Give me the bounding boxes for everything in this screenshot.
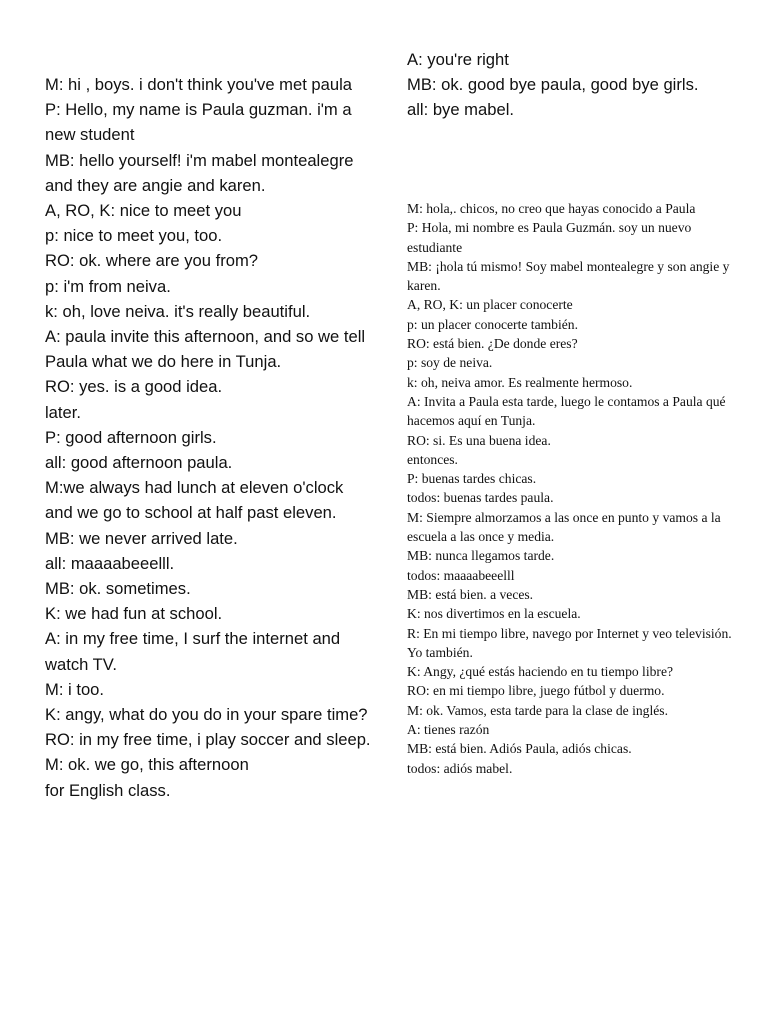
dialogue-line: for English class. bbox=[45, 780, 171, 800]
dialogue-line: RO: in my free time, i play soccer and sleep. bbox=[45, 730, 371, 750]
translation-line: K: nos divertimos en la escuela. bbox=[407, 606, 581, 622]
translation-line: RO: está bien. ¿De donde eres? bbox=[407, 336, 578, 352]
dialogue-line: A: paula invite this afternoon, and so we tell Paula what we do here in Tunja. bbox=[45, 327, 366, 372]
translation-line: k: oh, neiva amor. Es realmente hermoso. bbox=[407, 374, 633, 390]
translation-line: RO: en mi tiempo libre, juego fútbol y duermo. bbox=[407, 683, 665, 699]
translation-line: MB: está bien. a veces. bbox=[407, 586, 534, 602]
dialogue-line: M: i too. bbox=[45, 679, 105, 699]
translation-line: Yo también. bbox=[407, 644, 473, 660]
dialogue-line: all: maaaabeeelll. bbox=[45, 553, 175, 573]
dialogue-line: A, RO, K: nice to meet you bbox=[45, 201, 242, 221]
translation-line: P: buenas tardes chicas. bbox=[407, 471, 537, 487]
translation-line: todos: buenas tardes paula. bbox=[407, 490, 554, 506]
translation-line: RO: si. Es una buena idea. bbox=[407, 432, 551, 448]
dialogue-line: all: good afternoon paula. bbox=[45, 453, 233, 473]
dialogue-line: A: in my free time, I surf the internet and watch TV. bbox=[45, 629, 341, 674]
translation-line: A: Invita a Paula esta tarde, luego le contamos a Paula qué hacemos aquí en Tunja. bbox=[407, 393, 726, 429]
dialogue-line: A: you're right bbox=[407, 50, 509, 69]
translation-line: MB: está bien. Adiós Paula, adiós chicas. bbox=[407, 741, 632, 757]
dialogue-line: K: we had fun at school. bbox=[45, 604, 223, 624]
dialogue-line: later. bbox=[45, 402, 81, 422]
translation-line: M: Siempre almorzamos a las once en punto y vamos a la escuela a las once y media. bbox=[407, 509, 721, 545]
translation-line: MB: nunca llegamos tarde. bbox=[407, 548, 555, 564]
dialogue-line: MB: we never arrived late. bbox=[45, 528, 238, 548]
translation-line: A, RO, K: un placer conocerte bbox=[407, 297, 573, 313]
translation-line: p: soy de neiva. bbox=[407, 355, 493, 371]
translation-line: entonces. bbox=[407, 451, 458, 467]
english-dialogue-right-column bbox=[407, 47, 737, 123]
dialogue-line: MB: ok. good bye paula, good bye girls. bbox=[407, 75, 699, 95]
translation-line: M: hola,. chicos, no creo que hayas conocido a Paula bbox=[407, 201, 696, 216]
dialogue-line: MB: hello yourself! i'm mabel montealegre and they are angie and karen. bbox=[45, 150, 354, 195]
translation-line: p: un placer conocerte también. bbox=[407, 316, 578, 332]
dialogue-line: K: angy, what do you do in your spare time? bbox=[45, 705, 368, 725]
translation-line: K: Angy, ¿qué estás haciendo en tu tiempo libre? bbox=[407, 664, 674, 680]
translation-line: A: tienes razón bbox=[407, 722, 490, 738]
translation-line: MB: ¡hola tú mismo! Soy mabel montealegre y son angie y karen. bbox=[407, 258, 730, 294]
dialogue-line: RO: yes. is a good idea. bbox=[45, 377, 223, 397]
translation-line: R: En mi tiempo libre, navego por Internet y veo televisión. bbox=[407, 625, 732, 641]
translation-line: P: Hola, mi nombre es Paula Guzmán. soy un nuevo estudiante bbox=[407, 220, 692, 255]
translation-line: todos: maaaabeeelll bbox=[407, 567, 515, 583]
translation-line: M: ok. Vamos, esta tarde para la clase de inglés. bbox=[407, 702, 668, 718]
dialogue-line: P: Hello, my name is Paula guzman. i'm a new student bbox=[45, 100, 352, 145]
spanish-translation-column bbox=[407, 199, 732, 778]
dialogue-line: all: bye mabel. bbox=[407, 100, 514, 120]
dialogue-line: RO: ok. where are you from? bbox=[45, 251, 259, 271]
dialogue-line: P: good afternoon girls. bbox=[45, 427, 217, 447]
translation-line: todos: adiós mabel. bbox=[407, 760, 513, 776]
dialogue-line: k: oh, love neiva. it's really beautiful. bbox=[45, 301, 311, 321]
dialogue-line: p: nice to meet you, too. bbox=[45, 226, 223, 246]
dialogue-line: p: i'm from neiva. bbox=[45, 276, 171, 296]
dialogue-line: M:we always had lunch at eleven o'clock and we go to school at half past eleven. bbox=[45, 478, 344, 523]
english-dialogue-left-column bbox=[45, 72, 375, 803]
dialogue-line: M: hi , boys. i don't think you've met paula bbox=[45, 75, 353, 94]
dialogue-line: M: ok. we go, this afternoon bbox=[45, 755, 249, 775]
dialogue-line: MB: ok. sometimes. bbox=[45, 579, 191, 599]
